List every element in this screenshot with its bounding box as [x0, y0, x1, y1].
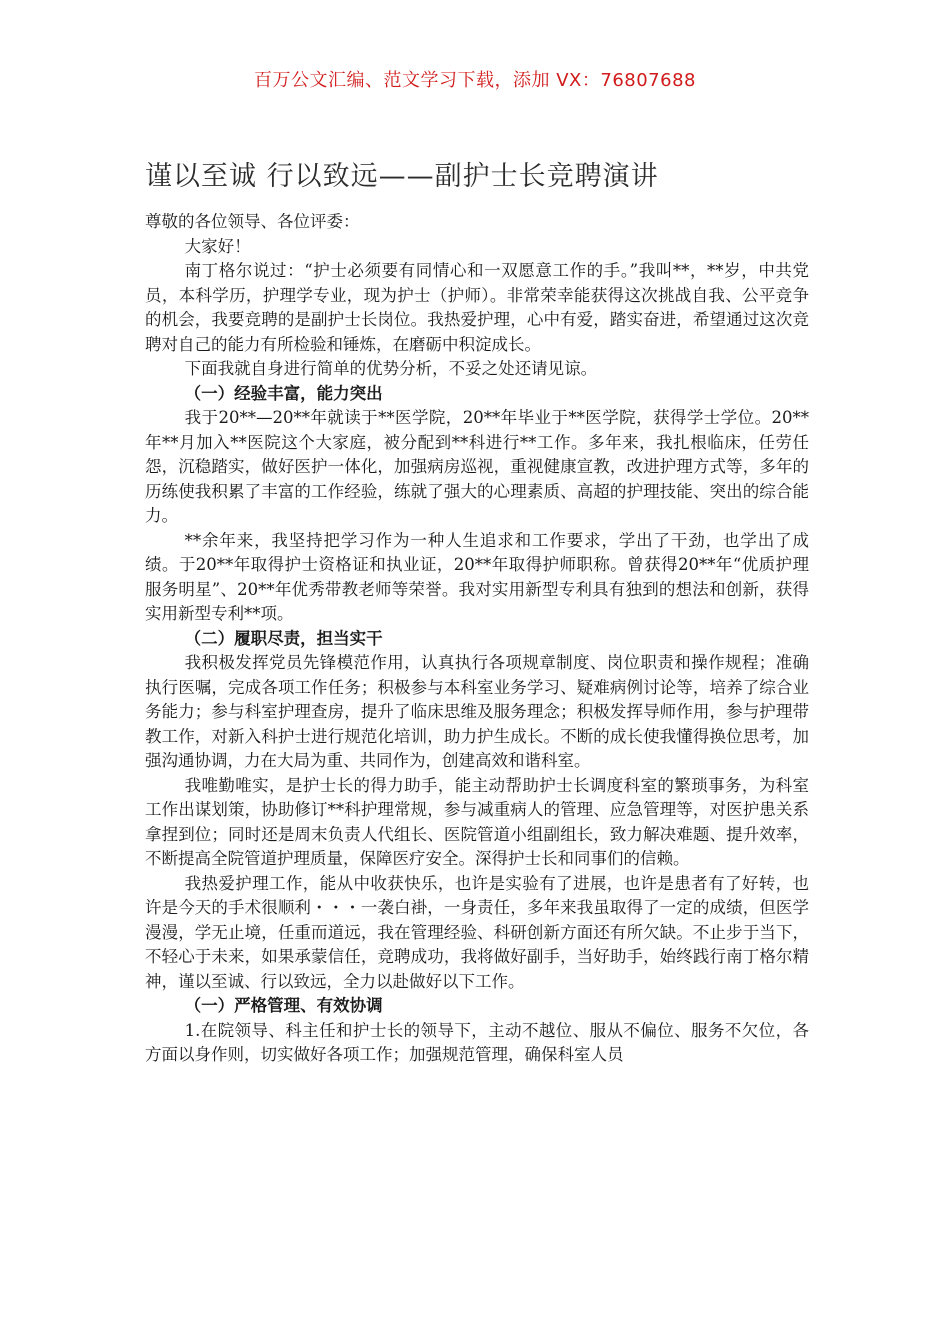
- paragraph-learning: **余年来，我坚持把学习作为一种人生追求和工作要求，学出了干劲，也学出了成绩。于20**年取得护士资格证和执业证，20**年取得护师职称。曾获得20**年“优质护理服务明星”、20**年优秀带教老师等荣誉。我对实用新型专利具有独到的想法和创新，获得实用新型专利**项。: [145, 530, 809, 623]
- document-body: [145, 210, 809, 1068]
- section-heading-experience: （一）经验丰富，能力突出: [184, 383, 383, 403]
- paragraph-assistant: 我唯勤唯实，是护士长的得力助手，能主动帮助护士长调度科室的繁琐事务，为科室工作出谋划策，协助修订**科护理常规，参与减重病人的管理、应急管理等，对医护患关系拿捏到位；同时还是周末负责人代组长、医院管道小组副组长，致力解决难题、提升效率，不断提高全院管道护理质量，保障医疗安全。深得护士长和同事们的信赖。: [145, 775, 809, 868]
- section-heading-duty: （二）履职尽责，担当实干: [184, 628, 383, 648]
- paragraph-intro: 南丁格尔说过：“护士必须要有同情心和一双愿意工作的手。”我叫**，**岁，中共党员，本科学历，护理学专业，现为护士（护师）。非常荣幸能获得这次挑战自我、公平竞争的机会，我要竞聘的是副护士长岗位。我热爱护理，心中有爱，踏实奋进，希望通过这次竞聘对自己的能力有所检验和锤炼，在磨砺中积淀成长。: [145, 261, 809, 354]
- section-heading-management: （一）严格管理、有效协调: [184, 996, 383, 1015]
- header-banner: 百万公文汇编、范文学习下载，添加 VX：76807688: [254, 70, 696, 91]
- salutation: 尊敬的各位领导、各位评委：: [145, 212, 360, 231]
- paragraph-education: 我于20**—20**年就读于**医学院，20**年毕业于**医学院，获得学士学位。20**年**月加入**医院这个大家庭，被分配到**科进行**工作。多年来，我扎根临床，任劳任怨，沉稳踏实，做好医护一体化，加强病房巡视，重视健康宣教，改进护理方式等，多年的历练使我积累了丰富的工作经验，练就了强大的心理素质、高超的护理技能、突出的综合能力。: [145, 408, 809, 525]
- page-title: 谨以至诚 行以致远——副护士长竞聘演讲: [145, 161, 659, 192]
- paragraph-passion: 我热爱护理工作，能从中收获快乐，也许是实验有了进展，也许是患者有了好转，也许是今天的手术很顺利・・・一袭白褂，一身责任，多年来我虽取得了一定的成绩，但医学漫漫，学无止境，任重而道远，我在管理经验、科研创新方面还有所欠缺。不止步于当下，不轻心于未来，如果承蒙信任，竞聘成功，我将做好副手，当好助手，始终践行南丁格尔精神，谨以至诚、行以致远，全力以赴做好以下工作。: [145, 873, 809, 991]
- paragraph-pioneer: 我积极发挥党员先锋模范作用，认真执行各项规章制度、岗位职责和操作规程；准确执行医嘱，完成各项工作任务；积极参与本科室业务学习、疑难病例讨论等，培养了综合业务能力；参与科室护理查房，提升了临床思维及服务理念；积极发挥导师作用，参与护理带教工作，对新入科护士进行规范化培训，助力护生成长。不断的成长使我懂得换位思考，加强沟通协调，力在大局为重、共同作为，创建高效和谐科室。: [145, 653, 809, 770]
- greeting: 大家好！: [184, 236, 251, 256]
- paragraph-item-1: 1.在院领导、科主任和护士长的领导下，主动不越位、服从不偏位、服务不欠位，各方面以身作则，切实做好各项工作；加强规范管理，确保科室人员: [145, 1020, 809, 1064]
- paragraph-transition: 下面我就自身进行简单的优势分析，不妥之处还请见谅。: [184, 359, 598, 378]
